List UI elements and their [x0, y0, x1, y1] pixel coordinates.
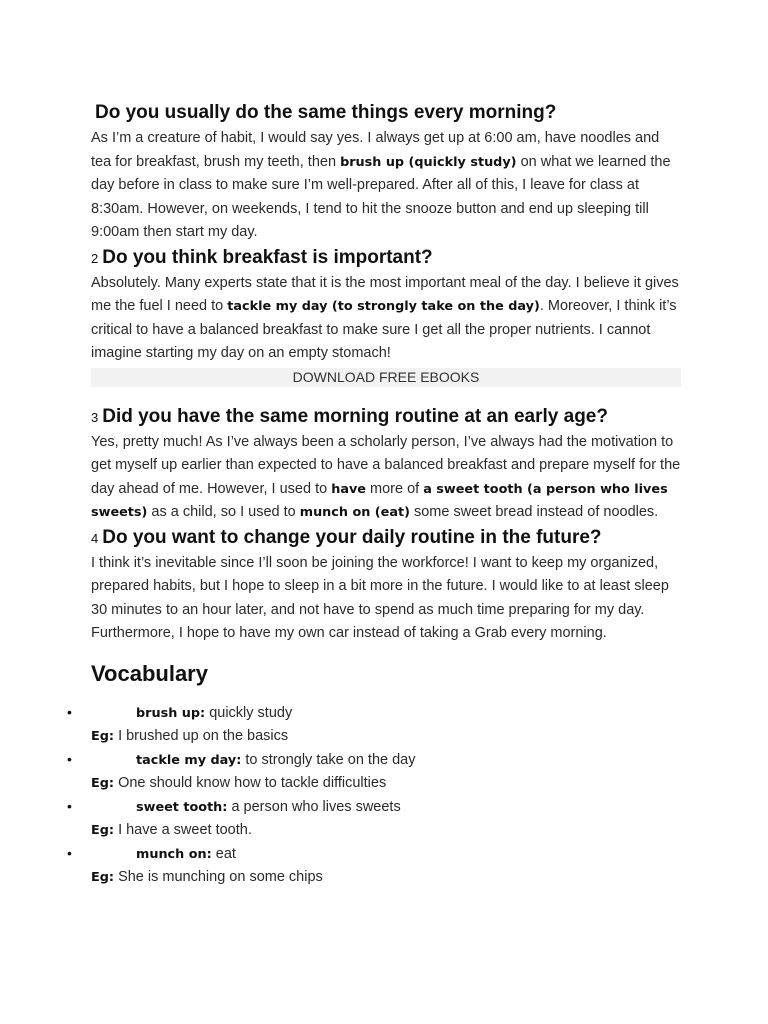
vocab-item: [67, 843, 681, 867]
answer-paragraph: [91, 431, 681, 525]
vocab-entry: [67, 702, 681, 749]
answer-text: on what we learned the day before in class to make sure I’m well-prepared. After all of this, I leave for class at 8:30am. However, on weekends, I tend to hit the snooze button and end up sleeping till 9:00am then start my day.: [91, 153, 671, 240]
vocab-example: Eg: She is munching on some chips: [91, 869, 323, 885]
vocab-item: [67, 702, 681, 726]
example-label: Eg:: [91, 823, 115, 838]
vocab-meaning: a person who lives sweets: [231, 798, 401, 815]
answer-text: . Moreover, I think it’s critical to have a balanced breakfast to make sure I get all the proper nutrients. I cannot imagine starting my day on an empty stomach!: [91, 298, 677, 361]
bullet-icon: •: [67, 844, 72, 861]
download-ebooks-link[interactable]: DOWNLOAD FREE EBOOKS: [91, 368, 681, 387]
bullet-icon: •: [67, 703, 72, 720]
vocab-entry: [67, 749, 681, 796]
answer-bold-phrase: tackle my day (to strongly take on the day): [227, 299, 540, 314]
question-number: 2: [91, 250, 99, 266]
answer-paragraph: [91, 272, 681, 366]
vocab-term: brush up:: [136, 705, 206, 721]
answer-paragraph: [91, 127, 681, 245]
example-label: Eg:: [91, 776, 115, 791]
question-number: 3: [91, 409, 99, 425]
vocab-term: munch on:: [136, 846, 212, 862]
answer-text: as a child, so I used to: [147, 504, 300, 520]
example-label: Eg:: [91, 870, 115, 885]
vocab-example: Eg: I brushed up on the basics: [91, 728, 289, 744]
question-block-3: [91, 404, 681, 525]
vocab-meaning: quickly study: [209, 704, 293, 721]
answer-bold-phrase: brush up (quickly study): [340, 154, 517, 170]
vocab-item: [67, 796, 681, 820]
example-label: Eg:: [91, 729, 115, 744]
question-block-2: [91, 245, 681, 366]
answer-text: As I’m a creature of habit, I would say yes. I always get up at 6:00 am, have noodles and tea for breakfast, brush my teeth, then: [91, 130, 660, 170]
question-block-1: [91, 100, 681, 245]
question-block-4: [91, 525, 681, 646]
answer-text: more of: [365, 480, 424, 497]
answer-bold-phrase: have: [331, 481, 366, 497]
answer-text: Yes, pretty much! As I’ve always been a scholarly person, I’ve always had the motivation to get myself up earlier than expected to have a balanced breakfast and prepare myself for the day ahead of me. However, I used to: [91, 433, 681, 497]
vocab-example: Eg: One should know how to tackle difficulties: [91, 775, 387, 791]
vocab-entry: [67, 843, 681, 890]
question-title: 4 Do you want to change your daily routine in the future?: [91, 526, 602, 548]
question-number: 4: [91, 530, 99, 546]
vocab-entry: [67, 796, 681, 843]
vocab-term: sweet tooth:: [136, 799, 228, 815]
vocabulary-list: [67, 702, 681, 890]
vocab-example: Eg: I have a sweet tooth.: [91, 822, 252, 838]
answer-bold-phrase: a sweet tooth (a person who lives sweets): [91, 481, 668, 520]
vocab-item: [67, 749, 681, 773]
answer-text: some sweet bread instead of noodles.: [409, 504, 659, 520]
vocab-meaning: eat: [215, 845, 236, 862]
question-title: 2 Do you think breakfast is important?: [91, 246, 433, 268]
answer-text: I think it’s inevitable since I’ll soon be joining the workforce! I want to keep my organized, prepared habits, but I hope to sleep in a bit more in the future. I would like to at least sleep 30 minutes to an hour later, and not have to spend as much time preparing for my day. Furthermore, I hope to have my own car instead of taking a Grab every morning.: [91, 554, 669, 641]
vocab-term: tackle my day:: [136, 752, 242, 768]
answer-text: Absolutely. Many experts state that it is the most important meal of the day. I believe it gives me the fuel I need to: [91, 274, 679, 314]
bullet-icon: •: [67, 750, 72, 767]
document-content: [67, 100, 681, 890]
bullet-icon: •: [67, 797, 72, 814]
vocab-meaning: to strongly take on the day: [245, 751, 416, 768]
question-title: Do you usually do the same things every morning?: [95, 102, 557, 123]
answer-bold-phrase: munch on (eat): [299, 505, 410, 520]
answer-paragraph: [91, 552, 681, 646]
vocabulary-heading: Vocabulary: [91, 660, 208, 686]
question-title: 3 Did you have the same morning routine at an early age?: [91, 405, 608, 427]
